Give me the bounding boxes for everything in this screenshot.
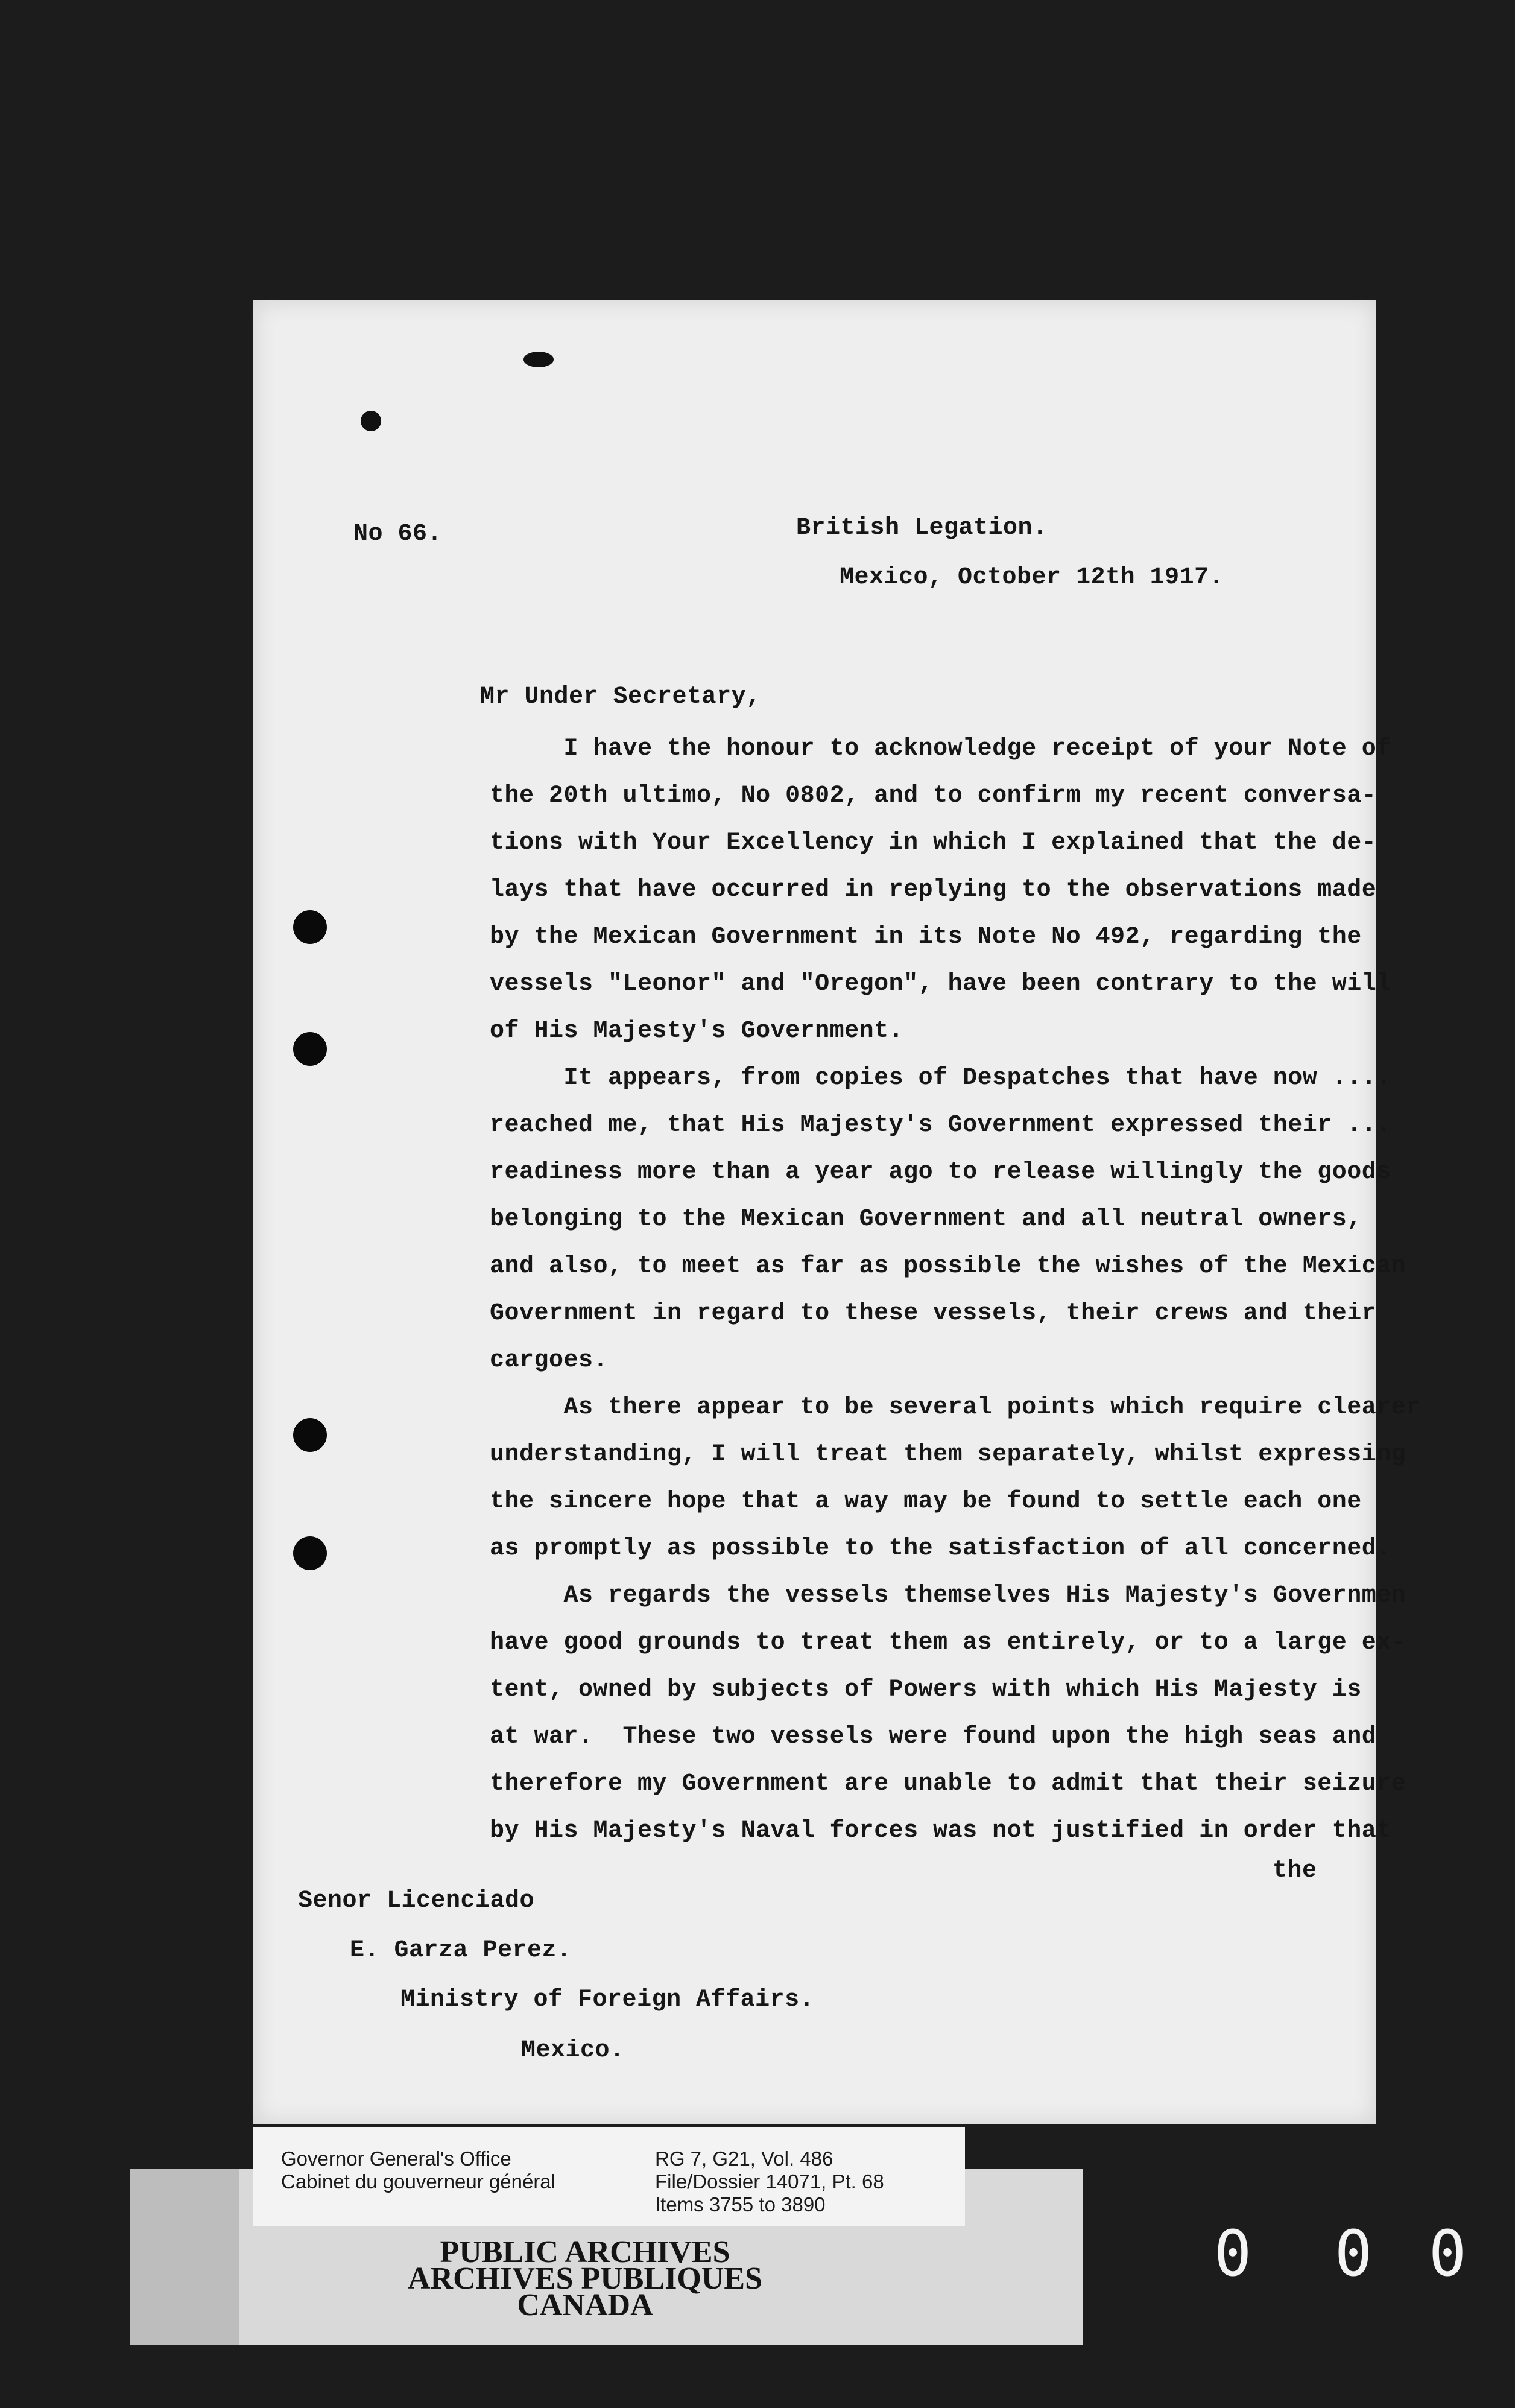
body-line: vessels "Leonor" and "Oregon", have been contrary to the will — [490, 971, 1391, 998]
body-line: It appears, from copies of Despatches that have now .... — [490, 1065, 1391, 1092]
body-line: by His Majesty's Naval forces was not justified in order that — [490, 1817, 1391, 1845]
archives-english: PUBLIC ARCHIVES — [440, 2235, 730, 2269]
salutation: Mr Under Secretary, — [480, 683, 761, 711]
archives-stamp — [386, 2235, 784, 2322]
punch-hole — [293, 1418, 327, 1452]
addressee-title: Senor Licenciado — [298, 1887, 535, 1915]
catchword: the — [1273, 1857, 1317, 1884]
addressee-ministry: Ministry of Foreign Affairs. — [400, 1986, 815, 2014]
office-french: Cabinet du gouverneur général — [281, 2170, 555, 2193]
body-line: readiness more than a year ago to release willingly the goods — [490, 1159, 1391, 1186]
addressee-city: Mexico. — [521, 2037, 625, 2064]
body-line: As regards the vessels themselves His Majesty's Governmen — [490, 1582, 1406, 1609]
despatch-number: No 66. — [353, 521, 443, 548]
body-line: lays that have occurred in replying to the observations made — [490, 876, 1377, 904]
archive-band-edge — [130, 2169, 239, 2345]
punch-hole — [293, 1536, 327, 1570]
frame-counter-digit: 0 — [1428, 2217, 1467, 2290]
ink-blot — [361, 411, 381, 431]
archive-label — [253, 2127, 965, 2226]
punch-hole — [293, 1032, 327, 1066]
letter-body — [490, 726, 1421, 1949]
office-english: Governor General's Office — [281, 2147, 511, 2170]
body-line: cargoes. — [490, 1347, 609, 1374]
place-date: Mexico, October 12th 1917. — [840, 564, 1224, 591]
letter-page — [253, 300, 1421, 2124]
body-line: belonging to the Mexican Government and all neutral owners, — [490, 1206, 1362, 1233]
frame-counter-digit: 0 — [1213, 2217, 1252, 2290]
body-line: by the Mexican Government in its Note No 492, regarding the — [490, 924, 1362, 951]
body-line: the 20th ultimo, No 0802, and to confirm my recent conversa- — [490, 782, 1377, 810]
legation-heading: British Legation. — [796, 515, 1048, 542]
body-line: as promptly as possible to the satisfaction of all concerned. — [490, 1535, 1391, 1562]
archives-country: CANADA — [517, 2288, 653, 2322]
body-line: of His Majesty's Government. — [490, 1018, 904, 1045]
file-dossier: File/Dossier 14071, Pt. 68 — [655, 2170, 884, 2193]
archives-french: ARCHIVES PUBLIQUES — [407, 2261, 763, 2296]
body-line: the sincere hope that a way may be found to settle each one — [490, 1488, 1362, 1515]
body-line: tions with Your Excellency in which I explained that the de- — [490, 829, 1377, 857]
punch-hole — [293, 910, 327, 944]
body-line: As there appear to be several points which require clearer — [490, 1394, 1421, 1421]
body-line: tent, owned by subjects of Powers with which His Majesty is — [490, 1676, 1362, 1703]
body-line: have good grounds to treat them as entirely, or to a large ex- — [490, 1629, 1406, 1656]
body-line: at war. These two vessels were found upon the high seas and — [490, 1723, 1377, 1751]
addressee-name: E. Garza Perez. — [350, 1937, 572, 1964]
body-line: reached me, that His Majesty's Government expressed their ... — [490, 1112, 1391, 1139]
body-line: and also, to meet as far as possible the wishes of the Mexican — [490, 1253, 1406, 1280]
frame-counter-digit: 0 — [1334, 2217, 1373, 2290]
ink-blot — [523, 352, 554, 367]
body-line: therefore my Government are unable to admit that their seizure — [490, 1770, 1406, 1798]
body-line: Government in regard to these vessels, their crews and their — [490, 1300, 1377, 1327]
body-line: I have the honour to acknowledge receipt of your Note of — [490, 735, 1391, 762]
body-line: understanding, I will treat them separately, whilst expressing — [490, 1441, 1406, 1468]
items-range: Items 3755 to 3890 — [655, 2193, 826, 2216]
record-group: RG 7, G21, Vol. 486 — [655, 2147, 833, 2170]
